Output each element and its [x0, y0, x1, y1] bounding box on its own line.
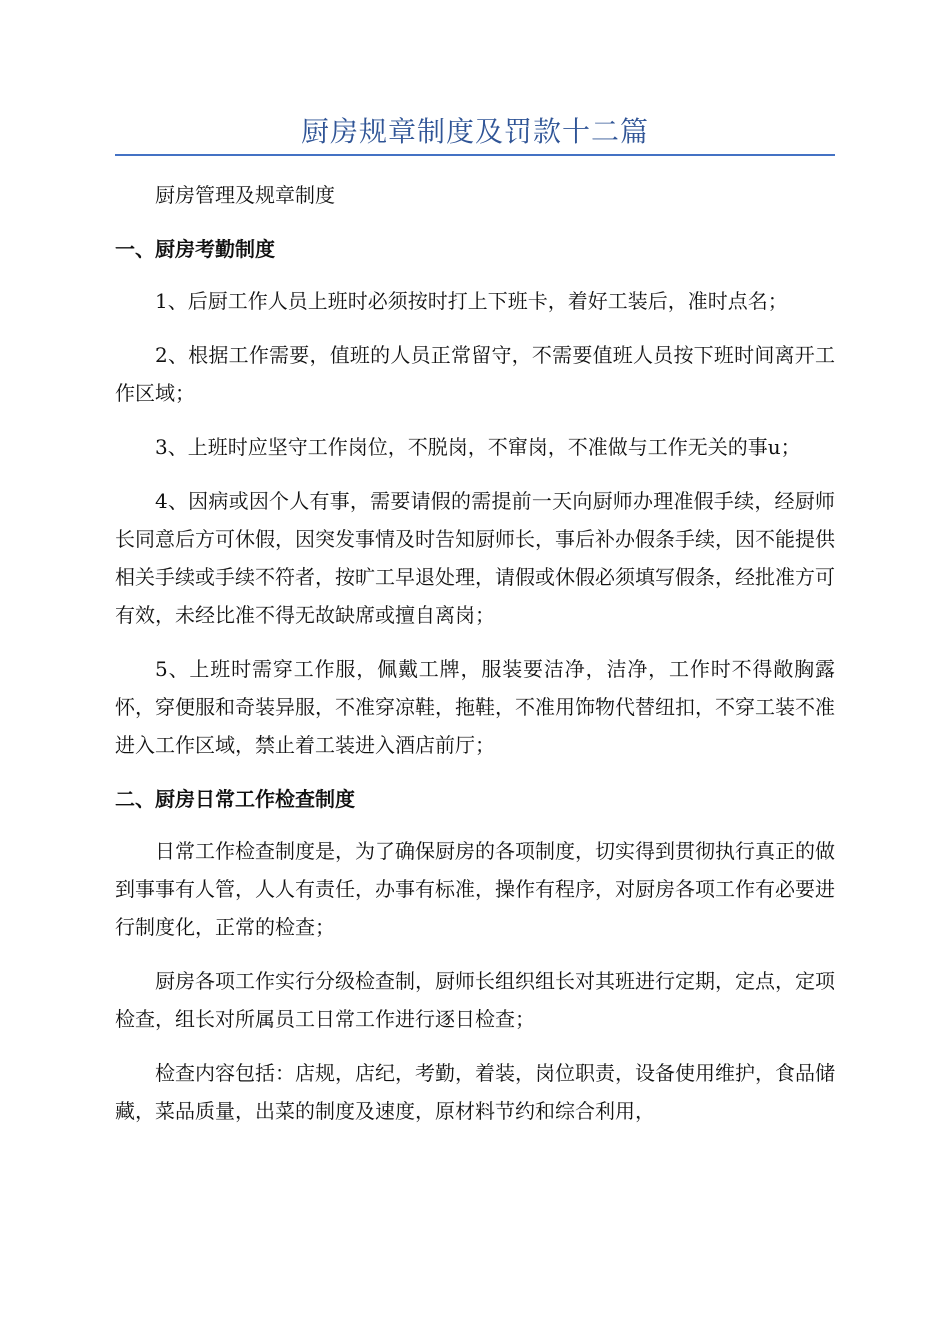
title-underline — [115, 154, 835, 156]
inspection-paragraph-3: 检查内容包括：店规，店纪，考勤，着装，岗位职责，设备使用维护，食品储藏，菜品质量，出菜的制度及速度，原材料节约和综合利用， — [115, 1061, 835, 1123]
attendance-item-1: 1、后厨工作人员上班时必须按时打上下班卡，着好工装后，准时点名； — [155, 289, 788, 313]
inspection-paragraph-2: 厨房各项工作实行分级检查制，厨师长组织组长对其班进行定期，定点，定项检查，组长对所属员工日常工作进行逐日检查； — [115, 969, 835, 1031]
document-title: 厨房规章制度及罚款十二篇 — [300, 115, 649, 148]
inspection-paragraph-1: 日常工作检查制度是，为了确保厨房的各项制度，切实得到贯彻执行真正的做到事事有人管，人人有责任，办事有标准，操作有程序，对厨房各项工作有必要进行制度化，正常的检查； — [115, 839, 835, 939]
section-heading-attendance: 一、厨房考勤制度 — [115, 237, 275, 261]
attendance-item-3: 3、上班时应坚守工作岗位，不脱岗，不窜岗，不准做与工作无关的事u； — [155, 435, 801, 459]
attendance-item-4: 4、因病或因个人有事，需要请假的需提前一天向厨师办理准假手续，经厨师长同意后方可休假，因突发事情及时告知厨师长，事后补办假条手续，因不能提供相关手续或手续不符者，按旷工早退处理，请假或休假必须填写假条，经批准方可有效，未经比准不得无故缺席或擅自离岗； — [115, 489, 835, 627]
intro-paragraph: 厨房管理及规章制度 — [155, 183, 335, 207]
attendance-item-5: 5、上班时需穿工作服，佩戴工牌，服装要洁净，洁净，工作时不得敞胸露怀，穿便服和奇装异服，不准穿凉鞋，拖鞋，不准用饰物代替纽扣，不穿工装不准进入工作区域，禁止着工装进入酒店前厅； — [115, 657, 835, 757]
document-body — [115, 176, 835, 1146]
attendance-item-2: 2、根据工作需要，值班的人员正常留守，不需要值班人员按下班时间离开工作区域； — [115, 343, 835, 405]
section-heading-inspection: 二、厨房日常工作检查制度 — [115, 787, 355, 811]
